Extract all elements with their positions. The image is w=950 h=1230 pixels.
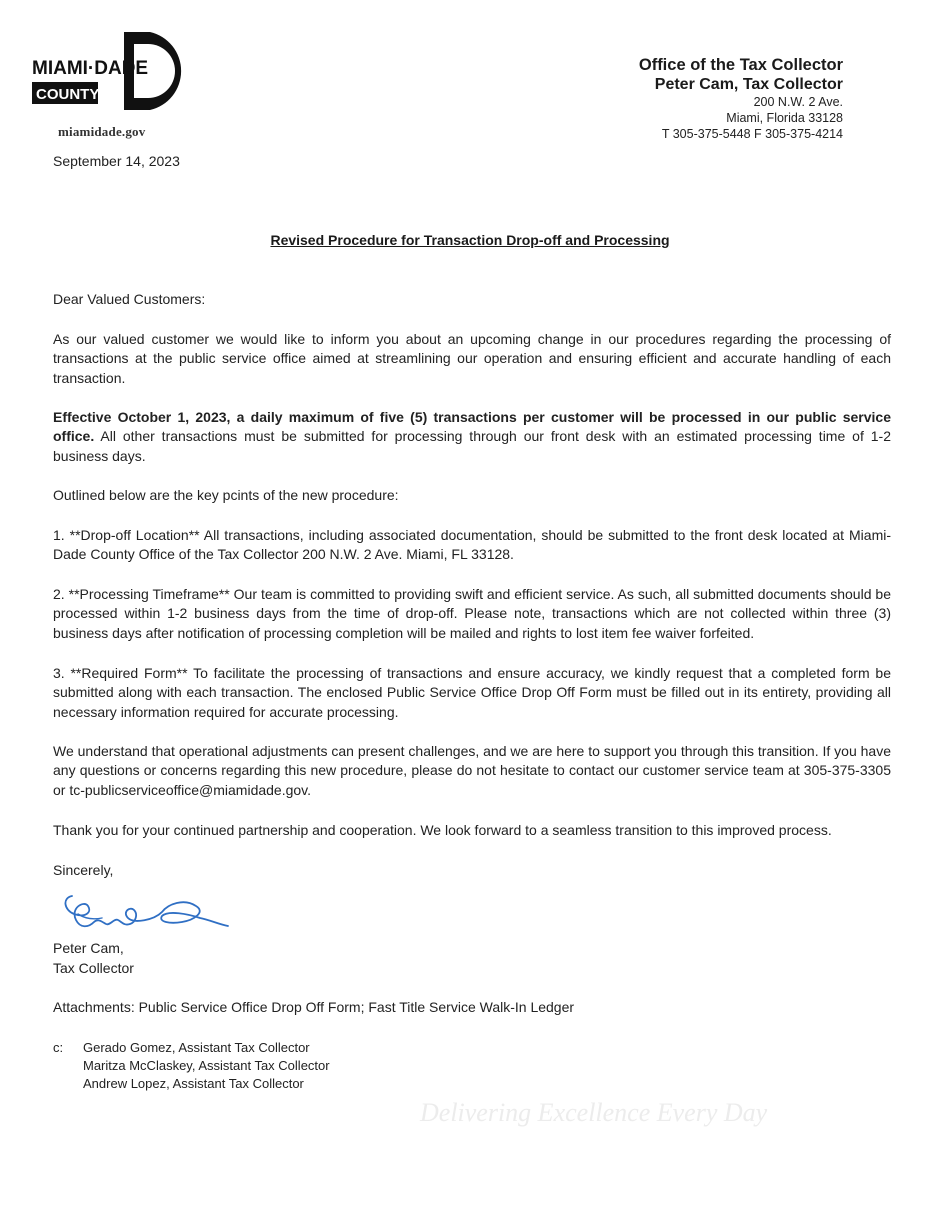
effective-rest: All other transactions must be submitted for processing through our front desk with an estimated processing time of 1-2 business days. [53, 428, 891, 464]
letter-date: September 14, 2023 [53, 153, 180, 169]
salutation: Dear Valued Customers: [53, 291, 206, 307]
cc-recipient: Maritza McClaskey, Assistant Tax Collector [83, 1058, 330, 1073]
closing: Sincerely, [53, 862, 114, 878]
miami-dade-county-logo [30, 30, 190, 112]
paragraph-outlined: Outlined below are the key pcints of the new procedure: [53, 487, 399, 503]
letter-subject: Revised Procedure for Transaction Drop-off and Processing [270, 232, 670, 248]
paragraph-intro: As our valued customer we would like to inform you about an upcoming change in our procedures regarding the processing of transactions at the public service office aimed at streamlining our operation and ensuring efficient and accurate handling of each transaction. [53, 331, 891, 386]
address-line-2: Miami, Florida 33128 [726, 111, 843, 125]
address-line-1: 200 N.W. 2 Ave. [753, 95, 843, 109]
logo-wordmark-line1: MIAMI·DADE [32, 58, 149, 79]
phone-fax: T 305-375-5448 F 305-375-4214 [661, 127, 843, 141]
footer-tagline-watermark: Delivering Excellence Every Day [420, 1098, 768, 1127]
effective-date-notice: Effective October 1, 2023, a daily maximum of five (5) transactions per customer will be processed in our public service office. [53, 409, 891, 445]
paragraph-support: We understand that operational adjustments can present challenges, and we are here to support you through this transition. If you have any questions or concerns regarding this new procedure, please do not hesitate to contact our customer service team at 305-375-3305 or tc-publicserviceoffice@miamidade.gov. [53, 743, 891, 798]
letterhead-office-block [639, 55, 843, 142]
paragraph-thanks: Thank you for your continued partnership and cooperation. We look forward to a seamless transition to this improved process. [53, 822, 832, 838]
signer-title: Tax Collector [53, 960, 134, 976]
point-required-form: 3. **Required Form** To facilitate the processing of transactions and ensure accuracy, we kindly request that a completed form be submitted along with each transaction. The enclosed Public Service Office Drop Off Form must be filled out in its entirety, providing all necessary information required for accurate processing. [53, 665, 891, 720]
cc-recipient: Gerado Gomez, Assistant Tax Collector [83, 1040, 310, 1055]
attachments-line: Attachments: Public Service Office Drop Off Form; Fast Title Service Walk-In Ledger [53, 999, 575, 1015]
website-label: miamidade.gov [58, 124, 146, 139]
handwritten-signature [58, 888, 238, 940]
cc-recipient: Andrew Lopez, Assistant Tax Collector [83, 1076, 304, 1091]
signer-name: Peter Cam, [53, 940, 124, 956]
point-processing-timeframe: 2. **Processing Timeframe** Our team is committed to providing swift and efficient service. As such, all submitted documents should be processed within 1-2 business days from the time of drop-off. Please note, transactions which are not collected within three (3) business days after notification of processing completion will be mailed and rights to lost item fee waiver forfeited. [53, 586, 891, 641]
office-title: Office of the Tax Collector [638, 56, 843, 74]
logo-wordmark-line2: COUNTY [36, 86, 100, 103]
point-drop-off-location: 1. **Drop-off Location** All transactions, including associated documentation, should be submitted to the front desk located at Miami-Dade County Office of the Tax Collector 200 N.W. 2 Ave. Miami, FL 33128. [53, 527, 891, 563]
cc-recipients [83, 1039, 330, 1093]
officer-name: Peter Cam, Tax Collector [654, 76, 843, 93]
paragraph-effective [53, 408, 891, 466]
cc-label: c: [53, 1040, 64, 1055]
